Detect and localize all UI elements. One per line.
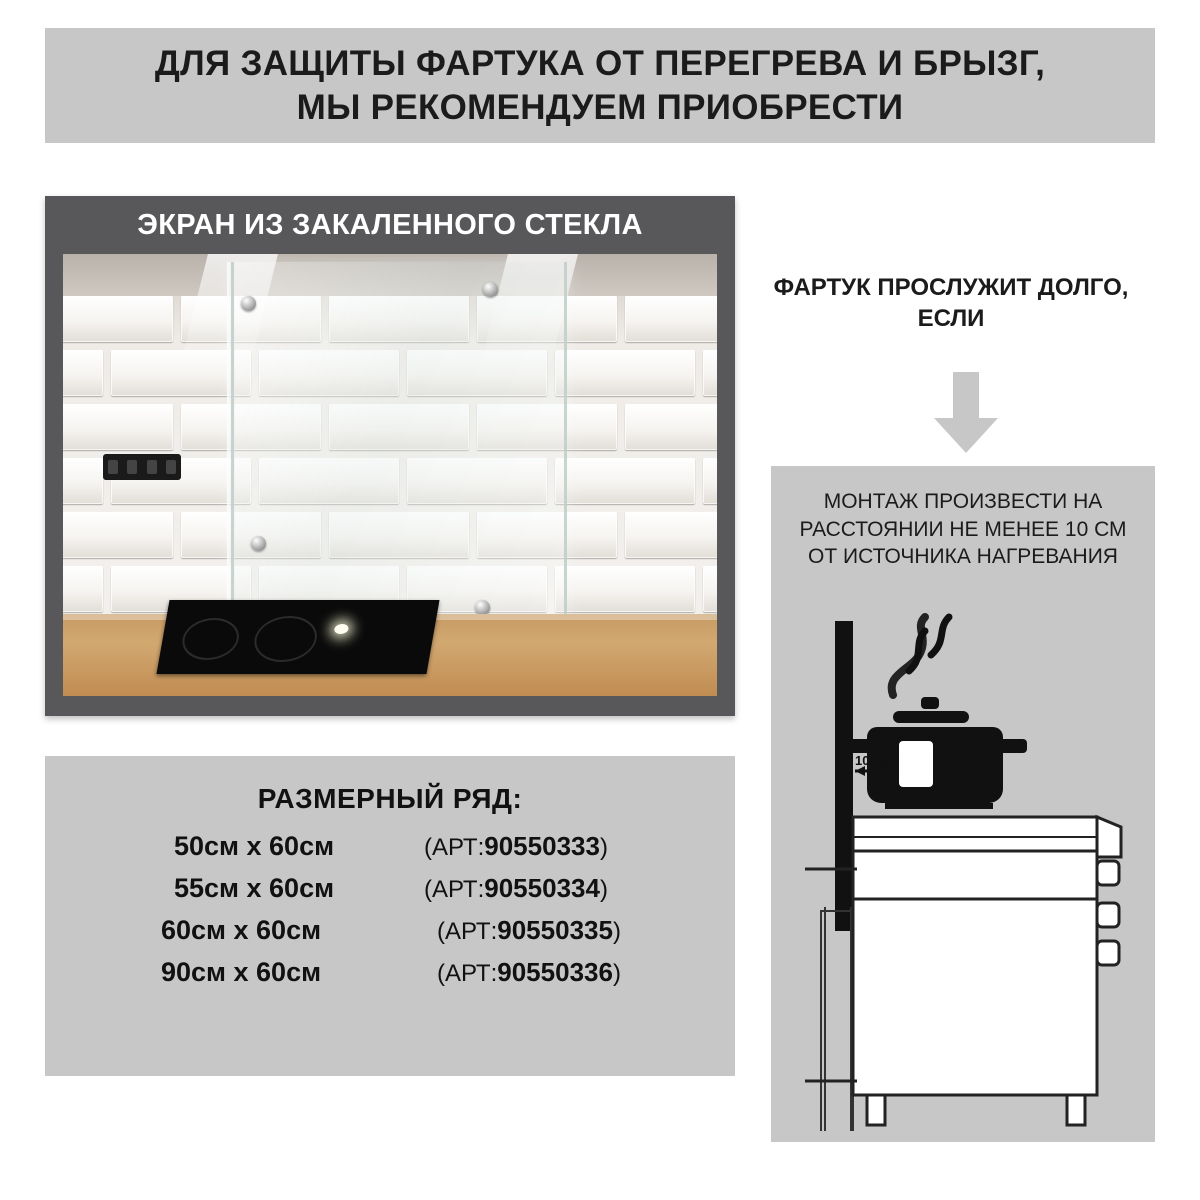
size-article-close: ) [612, 960, 621, 987]
size-dimensions: 60см x 60см [161, 915, 322, 945]
size-article-prefix: (АРТ: [437, 960, 498, 987]
top-banner-text [135, 42, 1065, 130]
size-article [424, 873, 654, 904]
size-dimensions: 55см x 60см [174, 873, 335, 903]
photo-cooktop [156, 600, 439, 674]
size-range-title: РАЗМЕРНЫЙ РЯД: [257, 783, 523, 814]
top-banner [45, 28, 1155, 143]
top-banner-line-2: МЫ РЕКОМЕНДУЕМ ПРИОБРЕСТИ [296, 87, 904, 127]
size-row [45, 873, 735, 904]
photo-screw-top-left [241, 296, 256, 311]
size-article-code: 90550333 [484, 831, 600, 861]
size-row [45, 831, 735, 862]
stove-with-pot-icon [781, 611, 1145, 1131]
product-photo [63, 254, 717, 696]
product-photo-card [45, 196, 735, 716]
size-row [45, 957, 735, 988]
top-banner-line-1: ДЛЯ ЗАЩИТЫ ФАРТУКА ОТ ПЕРЕГРЕВА И БРЫЗГ, [154, 43, 1046, 83]
size-article-close: ) [599, 834, 608, 861]
size-article [424, 831, 654, 862]
size-article-prefix: (АРТ: [437, 918, 498, 945]
installation-panel [771, 466, 1155, 1142]
arrow-down-icon [932, 372, 1000, 454]
product-photo-title: ЭКРАН ИЗ ЗАКАЛЕННОГО СТЕКЛА [137, 208, 643, 241]
photo-screw-bottom-right [475, 600, 490, 615]
durability-caption-line-1: ФАРТУК ПРОСЛУЖИТ ДОЛГО, [773, 274, 1129, 301]
size-article-prefix: (АРТ: [424, 876, 485, 903]
size-dimensions: 50см x 60см [174, 831, 335, 861]
size-article-close: ) [612, 918, 621, 945]
size-article-code: 90550334 [484, 873, 600, 903]
durability-caption-line-2: ЕСЛИ [917, 305, 985, 333]
installation-line-1: МОНТАЖ ПРОИЗВЕСТИ НА [823, 490, 1103, 513]
installation-instructions [771, 466, 1155, 571]
size-article [411, 915, 667, 946]
size-dimensions: 90см x 60см [161, 957, 322, 987]
installation-line-2: РАССТОЯНИИ НЕ МЕНЕЕ 10 СМ [799, 517, 1127, 541]
size-article-close: ) [599, 876, 608, 903]
size-article-code: 90550336 [497, 957, 613, 987]
photo-wall-socket [103, 454, 181, 480]
size-row [45, 915, 735, 946]
distance-label: 10 СМ [855, 753, 894, 768]
durability-caption [746, 272, 1156, 334]
size-range-list [45, 831, 735, 988]
photo-screw-top-right [483, 282, 498, 297]
size-range-panel [45, 756, 735, 1076]
size-article [411, 957, 667, 988]
installation-line-3: ОТ ИСТОЧНИКА НАГРЕВАНИЯ [808, 545, 1118, 569]
size-article-prefix: (АРТ: [424, 834, 485, 861]
photo-screw-bottom-left [251, 536, 266, 551]
size-article-code: 90550335 [497, 915, 613, 945]
